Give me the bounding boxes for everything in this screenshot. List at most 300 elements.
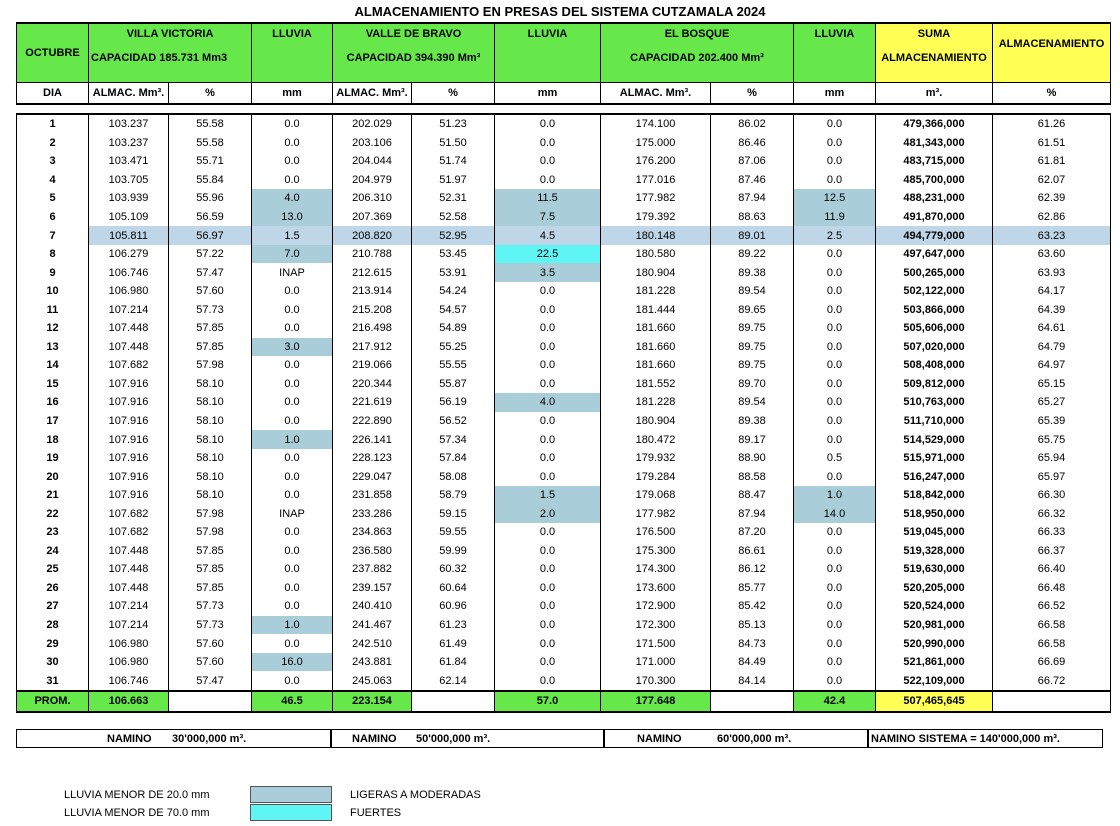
eb-rain: 0.0 bbox=[794, 467, 876, 486]
day: 10 bbox=[17, 282, 89, 301]
eb-rain: 0.0 bbox=[794, 171, 876, 190]
table-row bbox=[17, 375, 1111, 394]
total-pct: 64.17 bbox=[993, 282, 1111, 301]
eb-rain: 0.5 bbox=[794, 449, 876, 468]
vv-rain: 0.0 bbox=[252, 579, 333, 598]
eb-pct: 89.54 bbox=[711, 282, 794, 301]
vv-almac: 107.448 bbox=[89, 542, 169, 561]
day: 13 bbox=[17, 338, 89, 357]
vv-almac: 107.682 bbox=[89, 356, 169, 375]
total-pct: 65.15 bbox=[993, 375, 1111, 394]
eb-almac: 175.000 bbox=[601, 134, 711, 153]
eb-pct: 85.42 bbox=[711, 597, 794, 616]
total-storage: 516,247,000 bbox=[876, 467, 993, 486]
day: 28 bbox=[17, 616, 89, 635]
vb-almac: 213.914 bbox=[333, 282, 412, 301]
prom-r1: 46.5 bbox=[252, 691, 333, 712]
total-storage: 497,647,000 bbox=[876, 245, 993, 264]
day: 19 bbox=[17, 449, 89, 468]
dia-header: DIA bbox=[17, 83, 89, 105]
total-pct: 64.61 bbox=[993, 319, 1111, 338]
vb-rain: 0.0 bbox=[495, 467, 601, 486]
total-pct: 62.07 bbox=[993, 171, 1111, 190]
total-storage: 479,366,000 bbox=[876, 114, 993, 134]
el-bosque-name: EL BOSQUE bbox=[664, 28, 730, 40]
total-storage: 494,779,000 bbox=[876, 226, 993, 245]
vv-almac: 107.916 bbox=[89, 467, 169, 486]
vv-pct: 57.98 bbox=[169, 356, 252, 375]
spacer-row bbox=[17, 104, 1111, 114]
vb-rain: 0.0 bbox=[495, 560, 601, 579]
vb-pct: 57.84 bbox=[412, 449, 495, 468]
vb-rain: 0.0 bbox=[495, 579, 601, 598]
vv-rain: 3.0 bbox=[252, 338, 333, 357]
eb-pct: 89.75 bbox=[711, 338, 794, 357]
day: 15 bbox=[17, 375, 89, 394]
eb-almac: 172.300 bbox=[601, 616, 711, 635]
vv-rain: 0.0 bbox=[252, 671, 333, 691]
eb-rain: 0.0 bbox=[794, 393, 876, 412]
vv-pct: 57.60 bbox=[169, 653, 252, 672]
eb-rain: 14.0 bbox=[794, 504, 876, 523]
total-pct: 65.39 bbox=[993, 412, 1111, 431]
day: 6 bbox=[17, 208, 89, 227]
legend-light-label: LIGERAS A MODERADAS bbox=[350, 789, 481, 801]
eb-almac: 177.016 bbox=[601, 171, 711, 190]
eb-rain: 0.0 bbox=[794, 152, 876, 171]
namino-vb-value: 50'000,000 m³. bbox=[416, 733, 491, 745]
vv-almac: 107.214 bbox=[89, 597, 169, 616]
table-row bbox=[17, 523, 1111, 542]
namino-vv-value: 30'000,000 m³. bbox=[172, 733, 247, 745]
total-storage: 491,870,000 bbox=[876, 208, 993, 227]
vb-pct: 59.15 bbox=[412, 504, 495, 523]
total-storage: 507,020,000 bbox=[876, 338, 993, 357]
vb-rain: 0.0 bbox=[495, 616, 601, 635]
vv-almac: 107.448 bbox=[89, 560, 169, 579]
table-row bbox=[17, 282, 1111, 301]
vb-pct: 51.50 bbox=[412, 134, 495, 153]
vv-almac: 107.448 bbox=[89, 338, 169, 357]
vv-almac: 107.916 bbox=[89, 430, 169, 449]
vb-almac: 219.066 bbox=[333, 356, 412, 375]
total-storage: 518,950,000 bbox=[876, 504, 993, 523]
eb-pct: 89.54 bbox=[711, 393, 794, 412]
vv-pct: 55.84 bbox=[169, 171, 252, 190]
eb-rain: 0.0 bbox=[794, 412, 876, 431]
vb-almac: 220.344 bbox=[333, 375, 412, 394]
eb-almac: 181.660 bbox=[601, 338, 711, 357]
total-storage: 481,343,000 bbox=[876, 134, 993, 153]
day: 11 bbox=[17, 300, 89, 319]
vb-almac: 203.106 bbox=[333, 134, 412, 153]
vv-rain: 4.0 bbox=[252, 189, 333, 208]
eb-almac: 174.300 bbox=[601, 560, 711, 579]
vv-rain: INAP bbox=[252, 504, 333, 523]
total-pct: 66.72 bbox=[993, 671, 1111, 691]
eb-almac: 180.472 bbox=[601, 430, 711, 449]
vv-rain: 0.0 bbox=[252, 597, 333, 616]
eb-almac: 181.660 bbox=[601, 356, 711, 375]
vb-rain: 0.0 bbox=[495, 412, 601, 431]
total-storage: 519,630,000 bbox=[876, 560, 993, 579]
table-row bbox=[17, 412, 1111, 431]
vb-rain: 3.5 bbox=[495, 263, 601, 282]
table-row bbox=[17, 634, 1111, 653]
total-pct: 66.58 bbox=[993, 634, 1111, 653]
vb-pct: 53.45 bbox=[412, 245, 495, 264]
vb-almac: 233.286 bbox=[333, 504, 412, 523]
legend-heavy-label: FUERTES bbox=[350, 807, 402, 819]
page-title: ALMACENAMIENTO EN PRESAS DEL SISTEMA CUTZAMALA 2024 bbox=[354, 4, 766, 19]
total-storage: 509,812,000 bbox=[876, 375, 993, 394]
vv-rain: 13.0 bbox=[252, 208, 333, 227]
day: 7 bbox=[17, 226, 89, 245]
vb-pct: 60.96 bbox=[412, 597, 495, 616]
total-storage: 503,866,000 bbox=[876, 300, 993, 319]
vb-pct: 59.99 bbox=[412, 542, 495, 561]
table-row bbox=[17, 171, 1111, 190]
total-storage: 511,710,000 bbox=[876, 412, 993, 431]
total-pct: 66.33 bbox=[993, 523, 1111, 542]
vb-almac: 207.369 bbox=[333, 208, 412, 227]
day: 3 bbox=[17, 152, 89, 171]
vv-pct: 57.60 bbox=[169, 282, 252, 301]
total-pct: 66.48 bbox=[993, 579, 1111, 598]
villa-victoria-capacity: CAPACIDAD 185.731 Mm3 bbox=[91, 52, 228, 64]
eb-almac: 181.660 bbox=[601, 319, 711, 338]
total-pct: 66.52 bbox=[993, 597, 1111, 616]
vv-rain: 0.0 bbox=[252, 449, 333, 468]
eb-pct: 86.61 bbox=[711, 542, 794, 561]
eb-almac: 179.932 bbox=[601, 449, 711, 468]
total-storage: 510,763,000 bbox=[876, 393, 993, 412]
vv-pct: 57.60 bbox=[169, 634, 252, 653]
vv-pct: 58.10 bbox=[169, 412, 252, 431]
vb-pct: 58.79 bbox=[412, 486, 495, 505]
vb-pct: 60.64 bbox=[412, 579, 495, 598]
eb-rain: 0.0 bbox=[794, 375, 876, 394]
vv-almac: 107.214 bbox=[89, 300, 169, 319]
total-storage: 522,109,000 bbox=[876, 671, 993, 691]
table-row bbox=[17, 560, 1111, 579]
vv-pct: 57.98 bbox=[169, 523, 252, 542]
table-row bbox=[17, 653, 1111, 672]
table-row bbox=[17, 263, 1111, 282]
vv-rain: 0.0 bbox=[252, 171, 333, 190]
vb-almac: 216.498 bbox=[333, 319, 412, 338]
total-storage: 520,205,000 bbox=[876, 579, 993, 598]
day: 24 bbox=[17, 542, 89, 561]
table-row bbox=[17, 542, 1111, 561]
valle-de-bravo-header bbox=[333, 23, 495, 83]
vb-almac: 221.619 bbox=[333, 393, 412, 412]
vb-almac: 215.208 bbox=[333, 300, 412, 319]
eb-pct: 89.75 bbox=[711, 319, 794, 338]
total-pct: 66.32 bbox=[993, 504, 1111, 523]
eb-pct: 88.58 bbox=[711, 467, 794, 486]
namino-vb-label: NAMINO bbox=[352, 733, 397, 745]
table-row bbox=[17, 616, 1111, 635]
vb-pct: 59.55 bbox=[412, 523, 495, 542]
header-row bbox=[17, 23, 1111, 83]
table-row bbox=[17, 208, 1111, 227]
table-row bbox=[17, 430, 1111, 449]
vb-almac: 231.858 bbox=[333, 486, 412, 505]
namino-vb-box bbox=[331, 729, 604, 748]
eb-rain: 11.9 bbox=[794, 208, 876, 227]
eb-rain: 0.0 bbox=[794, 653, 876, 672]
vb-rain: 0.0 bbox=[495, 300, 601, 319]
table-row bbox=[17, 152, 1111, 171]
vb-pct: 61.49 bbox=[412, 634, 495, 653]
vb-pct: 60.32 bbox=[412, 560, 495, 579]
total-storage: 520,990,000 bbox=[876, 634, 993, 653]
lluvia-header-1: LLUVIA bbox=[252, 23, 333, 83]
total-pct: 66.40 bbox=[993, 560, 1111, 579]
vb-rain: 0.0 bbox=[495, 338, 601, 357]
prom-blank-2 bbox=[412, 691, 495, 712]
total-pct: 64.39 bbox=[993, 300, 1111, 319]
vv-almac: 105.109 bbox=[89, 208, 169, 227]
eb-almac: 181.444 bbox=[601, 300, 711, 319]
vb-almac: 241.467 bbox=[333, 616, 412, 635]
eb-pct: 89.70 bbox=[711, 375, 794, 394]
vv-pct: 57.85 bbox=[169, 542, 252, 561]
total-pct: 61.81 bbox=[993, 152, 1111, 171]
vb-pct: 51.23 bbox=[412, 114, 495, 134]
vv-almac: 103.237 bbox=[89, 134, 169, 153]
eb-pct: 87.94 bbox=[711, 504, 794, 523]
vv-pct: 57.47 bbox=[169, 671, 252, 691]
total-storage: 502,122,000 bbox=[876, 282, 993, 301]
vb-almac: 206.310 bbox=[333, 189, 412, 208]
table-row bbox=[17, 226, 1111, 245]
vv-almac: 107.916 bbox=[89, 393, 169, 412]
table-row bbox=[17, 671, 1111, 691]
vv-pct: 55.71 bbox=[169, 152, 252, 171]
vb-rain: 0.0 bbox=[495, 152, 601, 171]
total-pct: 61.51 bbox=[993, 134, 1111, 153]
vv-rain: 0.0 bbox=[252, 319, 333, 338]
day: 1 bbox=[17, 114, 89, 134]
day: 8 bbox=[17, 245, 89, 264]
eb-rain: 0.0 bbox=[794, 134, 876, 153]
eb-rain: 12.5 bbox=[794, 189, 876, 208]
vv-almac: 103.705 bbox=[89, 171, 169, 190]
eb-pct: 89.01 bbox=[711, 226, 794, 245]
total-pct: 61.26 bbox=[993, 114, 1111, 134]
vb-rain: 0.0 bbox=[495, 597, 601, 616]
vb-rain: 0.0 bbox=[495, 319, 601, 338]
vv-almac: 107.214 bbox=[89, 616, 169, 635]
legend-light-text: LLUVIA MENOR DE 20.0 mm bbox=[64, 789, 210, 801]
legend-light-swatch bbox=[250, 786, 332, 803]
table-row bbox=[17, 134, 1111, 153]
el-bosque-header bbox=[601, 23, 794, 83]
total-pct: 63.93 bbox=[993, 263, 1111, 282]
eb-almac: 170.300 bbox=[601, 671, 711, 691]
vv-pct: 57.85 bbox=[169, 579, 252, 598]
eb-almac: 179.392 bbox=[601, 208, 711, 227]
vb-almac: 237.882 bbox=[333, 560, 412, 579]
vb-rain: 0.0 bbox=[495, 523, 601, 542]
eb-rain: 0.0 bbox=[794, 634, 876, 653]
eb-rain: 0.0 bbox=[794, 245, 876, 264]
almac-header-1: ALMAC. Mm³. bbox=[89, 83, 169, 105]
day: 12 bbox=[17, 319, 89, 338]
eb-pct: 87.20 bbox=[711, 523, 794, 542]
eb-almac: 180.904 bbox=[601, 263, 711, 282]
eb-pct: 86.12 bbox=[711, 560, 794, 579]
total-storage: 519,328,000 bbox=[876, 542, 993, 561]
vb-rain: 0.0 bbox=[495, 542, 601, 561]
vv-pct: 57.73 bbox=[169, 616, 252, 635]
eb-pct: 88.47 bbox=[711, 486, 794, 505]
eb-almac: 177.982 bbox=[601, 189, 711, 208]
table-row bbox=[17, 300, 1111, 319]
vb-almac: 229.047 bbox=[333, 467, 412, 486]
total-pct: 66.58 bbox=[993, 616, 1111, 635]
eb-pct: 88.90 bbox=[711, 449, 794, 468]
eb-pct: 84.14 bbox=[711, 671, 794, 691]
vb-pct: 58.08 bbox=[412, 467, 495, 486]
vb-rain: 2.0 bbox=[495, 504, 601, 523]
total-pct: 62.86 bbox=[993, 208, 1111, 227]
vv-rain: 0.0 bbox=[252, 467, 333, 486]
vv-rain: 0.0 bbox=[252, 486, 333, 505]
vv-almac: 107.916 bbox=[89, 486, 169, 505]
prom-label: PROM. bbox=[17, 691, 89, 712]
vv-almac: 107.916 bbox=[89, 375, 169, 394]
vv-pct: 58.10 bbox=[169, 393, 252, 412]
vb-pct: 55.25 bbox=[412, 338, 495, 357]
eb-pct: 89.38 bbox=[711, 412, 794, 431]
vv-almac: 107.682 bbox=[89, 504, 169, 523]
vb-pct: 56.19 bbox=[412, 393, 495, 412]
vb-almac: 204.979 bbox=[333, 171, 412, 190]
vv-almac: 107.916 bbox=[89, 412, 169, 431]
eb-pct: 89.65 bbox=[711, 300, 794, 319]
vv-rain: 0.0 bbox=[252, 282, 333, 301]
day: 2 bbox=[17, 134, 89, 153]
eb-rain: 0.0 bbox=[794, 616, 876, 635]
eb-pct: 89.22 bbox=[711, 245, 794, 264]
vv-pct: 57.47 bbox=[169, 263, 252, 282]
eb-pct: 89.17 bbox=[711, 430, 794, 449]
vb-almac: 204.044 bbox=[333, 152, 412, 171]
vv-almac: 107.682 bbox=[89, 523, 169, 542]
total-storage: 518,842,000 bbox=[876, 486, 993, 505]
vv-almac: 107.448 bbox=[89, 319, 169, 338]
valle-de-bravo-capacity: CAPACIDAD 394.390 Mm³ bbox=[346, 52, 481, 64]
table-row bbox=[17, 504, 1111, 523]
table-row bbox=[17, 189, 1111, 208]
eb-rain: 0.0 bbox=[794, 338, 876, 357]
day: 31 bbox=[17, 671, 89, 691]
vb-pct: 52.58 bbox=[412, 208, 495, 227]
vb-almac: 210.788 bbox=[333, 245, 412, 264]
total-pct: 62.39 bbox=[993, 189, 1111, 208]
pct-header-2: % bbox=[412, 83, 495, 105]
eb-pct: 85.13 bbox=[711, 616, 794, 635]
vv-pct: 58.10 bbox=[169, 486, 252, 505]
el-bosque-capacity: CAPACIDAD 202.400 Mm³ bbox=[630, 52, 764, 64]
vb-almac: 243.881 bbox=[333, 653, 412, 672]
eb-almac: 171.000 bbox=[601, 653, 711, 672]
vb-pct: 54.57 bbox=[412, 300, 495, 319]
eb-almac: 176.500 bbox=[601, 523, 711, 542]
total-storage: 514,529,000 bbox=[876, 430, 993, 449]
vv-almac: 107.448 bbox=[89, 579, 169, 598]
mm-header-2: mm bbox=[495, 83, 601, 105]
eb-rain: 0.0 bbox=[794, 263, 876, 282]
table-row bbox=[17, 597, 1111, 616]
vb-almac: 245.063 bbox=[333, 671, 412, 691]
namino-vv-label: NAMINO bbox=[107, 733, 152, 745]
total-pct: 64.79 bbox=[993, 338, 1111, 357]
vb-rain: 11.5 bbox=[495, 189, 601, 208]
vv-almac: 106.980 bbox=[89, 634, 169, 653]
legend-heavy-text: LLUVIA MENOR DE 70.0 mm bbox=[64, 807, 210, 819]
prom-blank-4 bbox=[993, 691, 1111, 712]
vb-pct: 51.74 bbox=[412, 152, 495, 171]
table-row bbox=[17, 114, 1111, 134]
villa-victoria-header bbox=[89, 23, 252, 83]
vb-pct: 56.52 bbox=[412, 412, 495, 431]
prom-r2: 57.0 bbox=[495, 691, 601, 712]
vb-almac: 226.141 bbox=[333, 430, 412, 449]
eb-pct: 88.63 bbox=[711, 208, 794, 227]
vb-almac: 228.123 bbox=[333, 449, 412, 468]
vb-rain: 4.5 bbox=[495, 226, 601, 245]
eb-pct: 86.02 bbox=[711, 114, 794, 134]
total-pct: 64.97 bbox=[993, 356, 1111, 375]
day: 27 bbox=[17, 597, 89, 616]
eb-almac: 176.200 bbox=[601, 152, 711, 171]
table-row bbox=[17, 338, 1111, 357]
vb-rain: 0.0 bbox=[495, 356, 601, 375]
vv-almac: 107.916 bbox=[89, 449, 169, 468]
vb-pct: 57.34 bbox=[412, 430, 495, 449]
prom-vb: 223.154 bbox=[333, 691, 412, 712]
eb-pct: 84.73 bbox=[711, 634, 794, 653]
vb-rain: 0.0 bbox=[495, 282, 601, 301]
vv-rain: 0.0 bbox=[252, 356, 333, 375]
eb-almac: 179.284 bbox=[601, 467, 711, 486]
eb-rain: 0.0 bbox=[794, 319, 876, 338]
total-storage: 519,045,000 bbox=[876, 523, 993, 542]
vb-almac: 208.820 bbox=[333, 226, 412, 245]
pct-header-1: % bbox=[169, 83, 252, 105]
month-header: OCTUBRE bbox=[17, 23, 89, 83]
eb-rain: 0.0 bbox=[794, 523, 876, 542]
vb-pct: 55.87 bbox=[412, 375, 495, 394]
table-row bbox=[17, 449, 1111, 468]
valle-de-bravo-name: VALLE DE BRAVO bbox=[365, 28, 462, 40]
eb-almac: 181.228 bbox=[601, 393, 711, 412]
storage-table bbox=[16, 22, 1111, 713]
table-row bbox=[17, 356, 1111, 375]
vv-rain: 0.0 bbox=[252, 375, 333, 394]
vv-pct: 57.85 bbox=[169, 560, 252, 579]
day: 5 bbox=[17, 189, 89, 208]
vb-pct: 51.97 bbox=[412, 171, 495, 190]
total-pct: 66.37 bbox=[993, 542, 1111, 561]
vb-rain: 0.0 bbox=[495, 430, 601, 449]
prom-eb: 177.648 bbox=[601, 691, 711, 712]
day: 25 bbox=[17, 560, 89, 579]
